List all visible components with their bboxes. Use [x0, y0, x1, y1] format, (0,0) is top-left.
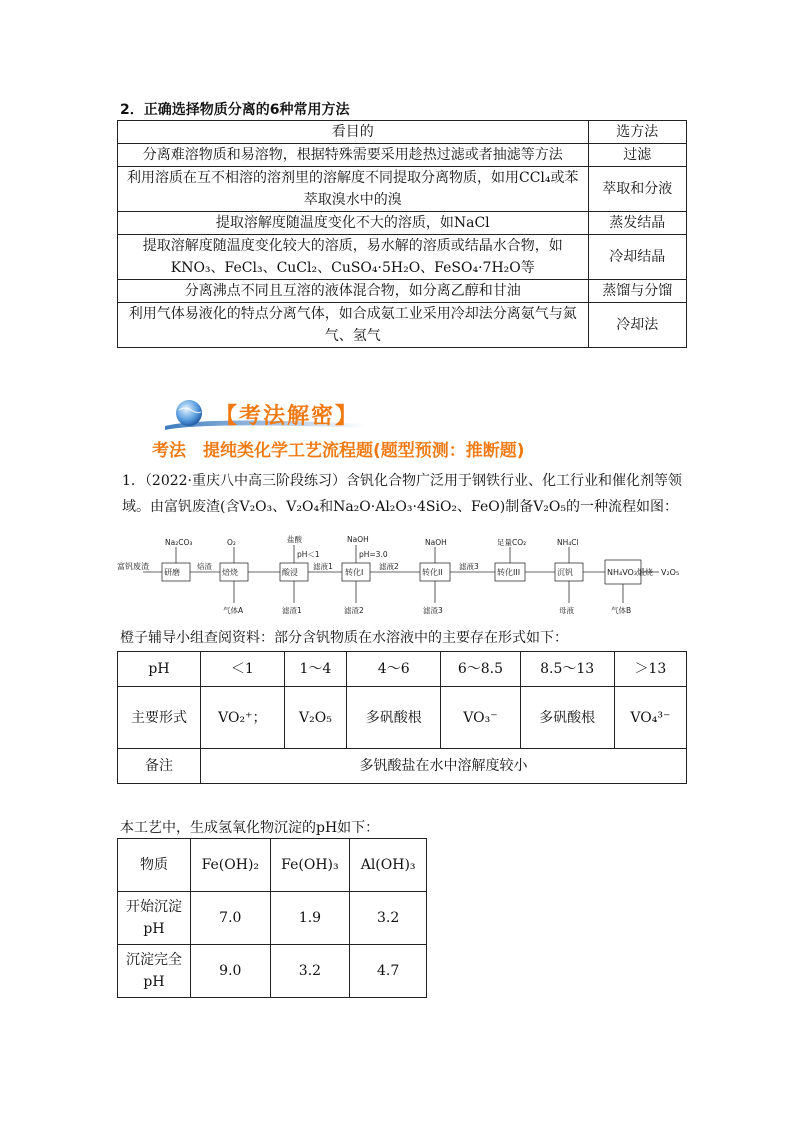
- table-cell: 提取溶解度随温度变化较大的溶质，易水解的溶质或结晶水合物，如KNO₃、FeCl₃、CuCl₂、CuSO₄·5H₂O、FeSO₄·7H₂O等: [118, 235, 589, 280]
- flow-input: NaOH: [425, 538, 447, 547]
- table-row: [118, 144, 687, 167]
- banner-title: 【考法解密】: [215, 404, 360, 429]
- table-cell: 1.9: [270, 892, 350, 945]
- row-label: pH: [118, 652, 201, 687]
- table-cell: 4.7: [350, 945, 427, 998]
- flow-step-label: 沉钒: [557, 568, 573, 577]
- flow-input: 盐酸: [287, 535, 302, 544]
- table-cell: 3.2: [270, 945, 350, 998]
- table-cell: 7.0: [191, 892, 271, 945]
- flow-step-label: 转化III: [497, 568, 521, 577]
- hydroxide-note: 本工艺中，生成氢氧化物沉淀的pH如下：: [120, 820, 380, 836]
- table-row: [118, 303, 687, 348]
- table-cell: 冷却结晶: [588, 235, 686, 280]
- table-cell: 4～6: [347, 652, 441, 687]
- flow-output: 气体A: [223, 606, 244, 615]
- process-flow-diagram: [117, 535, 687, 623]
- flow-step-label: 酸浸: [282, 568, 298, 577]
- section-title: 2．正确选择物质分离的6种常用方法: [120, 102, 350, 118]
- subtitle: 考法 提纯类化学工艺流程题(题型预测：推断题): [152, 441, 525, 461]
- table-cell: ＜1: [201, 652, 285, 687]
- methods-table: [117, 120, 687, 348]
- table-cell: 多钒酸盐在水中溶解度较小: [201, 749, 687, 784]
- table-cell: 6～8.5: [441, 652, 520, 687]
- flow-end: V₂O₅: [661, 568, 680, 577]
- table-row: [118, 749, 687, 784]
- hydroxide-table: [117, 838, 427, 998]
- table-cell: 蒸发结晶: [588, 212, 686, 235]
- header-cell: Fe(OH)₃: [270, 839, 350, 892]
- flow-arrow-label: 滤液2: [379, 562, 399, 571]
- flow-arrow-label: 滤液3: [459, 562, 479, 571]
- table-cell: VO₄³⁻: [614, 687, 686, 749]
- row-label: 备注: [118, 749, 201, 784]
- flow-step-label: NH₄VO₃煅烧: [607, 568, 654, 577]
- table-cell: 过滤: [588, 144, 686, 167]
- table-cell: VO₃⁻: [441, 687, 520, 749]
- flow-input: O₂: [227, 538, 236, 547]
- header-cell: 看目的: [118, 121, 589, 144]
- flow-input: NaOH: [347, 535, 369, 544]
- table-row: [118, 945, 427, 998]
- flow-arrow-label: 滤液1: [313, 562, 333, 571]
- table-cell: 多矾酸根: [520, 687, 614, 749]
- flow-step-label: 转化I: [345, 568, 364, 577]
- flow-output: 滤渣3: [423, 606, 443, 615]
- table-row: [118, 167, 687, 212]
- flow-step-label: 转化II: [422, 568, 443, 577]
- vanadium-forms-table: [117, 651, 687, 784]
- table-cell: 利用气体易液化的特点分离气体，如合成氨工业采用冷却法分离氨气与氮气、氢气: [118, 303, 589, 348]
- flow-input: 足量CO₂: [497, 538, 527, 547]
- flow-start: 富钒废渣: [117, 562, 149, 571]
- table-row: [118, 280, 687, 303]
- table-row: [118, 652, 687, 687]
- table-row: [118, 687, 687, 749]
- flow-output: 滤渣1: [282, 606, 302, 615]
- table-cell: 萃取和分液: [588, 167, 686, 212]
- table-cell: 利用溶质在互不相溶的溶剂里的溶解度不同提取分离物质，如用CCl₄或苯萃取溴水中的溴: [118, 167, 589, 212]
- row-label: 主要形式: [118, 687, 201, 749]
- table-header-row: [118, 839, 427, 892]
- reference-note: 橙子辅导小组查阅资料：部分含钒物质在水溶液中的主要存在形式如下：: [120, 630, 568, 646]
- table-cell: 多矾酸根: [347, 687, 441, 749]
- table-cell: 提取溶解度随温度变化不大的溶质，如NaCl: [118, 212, 589, 235]
- table-cell: 分离沸点不同且互溶的液体混合物，如分离乙醇和甘油: [118, 280, 589, 303]
- flow-input: NH₄Cl: [557, 538, 579, 547]
- table-cell: 3.2: [350, 892, 427, 945]
- header-cell: Al(OH)₃: [350, 839, 427, 892]
- table-cell: 分离难溶物质和易溶物，根据特殊需要采用趁热过滤或者抽滤等方法: [118, 144, 589, 167]
- flow-arrow-label: 焙渣: [197, 562, 212, 571]
- flow-input: Na₂CO₃: [165, 538, 193, 547]
- flow-step-label: 焙烧: [222, 568, 238, 577]
- table-cell: 8.5～13: [520, 652, 614, 687]
- table-cell: 沉淀完全pH: [118, 945, 191, 998]
- table-cell: 开始沉淀pH: [118, 892, 191, 945]
- table-cell: VO₂⁺；: [201, 687, 285, 749]
- table-cell: V₂O₅: [284, 687, 346, 749]
- table-cell: 冷却法: [588, 303, 686, 348]
- table-cell: ＞13: [614, 652, 686, 687]
- question-text: 1．（2022·重庆八中高三阶段练习）含钒化合物广泛用于钢铁行业、化工行业和催化剂等领域。由富钒废渣(含V₂O₃、V₂O₄和Na₂O·Al₂O₃·4SiO₂、FeO)制备V₂O₅的一种流程如图：: [122, 473, 682, 515]
- table-row: [118, 212, 687, 235]
- header-cell: 物质: [118, 839, 191, 892]
- header-cell: Fe(OH)₂: [191, 839, 271, 892]
- table-cell: 1～4: [284, 652, 346, 687]
- flow-condition: pH=3.0: [359, 550, 388, 559]
- table-header-row: [118, 121, 687, 144]
- flow-condition: pH＜1: [297, 550, 320, 559]
- flow-output: 滤渣2: [344, 606, 364, 615]
- table-cell: 蒸馏与分馏: [588, 280, 686, 303]
- flow-output: 母液: [559, 606, 574, 615]
- table-row: [118, 235, 687, 280]
- header-cell: 选方法: [588, 121, 686, 144]
- flow-step-label: 研磨: [164, 568, 180, 577]
- table-cell: 9.0: [191, 945, 271, 998]
- table-row: [118, 892, 427, 945]
- flow-output: 气体B: [611, 606, 632, 615]
